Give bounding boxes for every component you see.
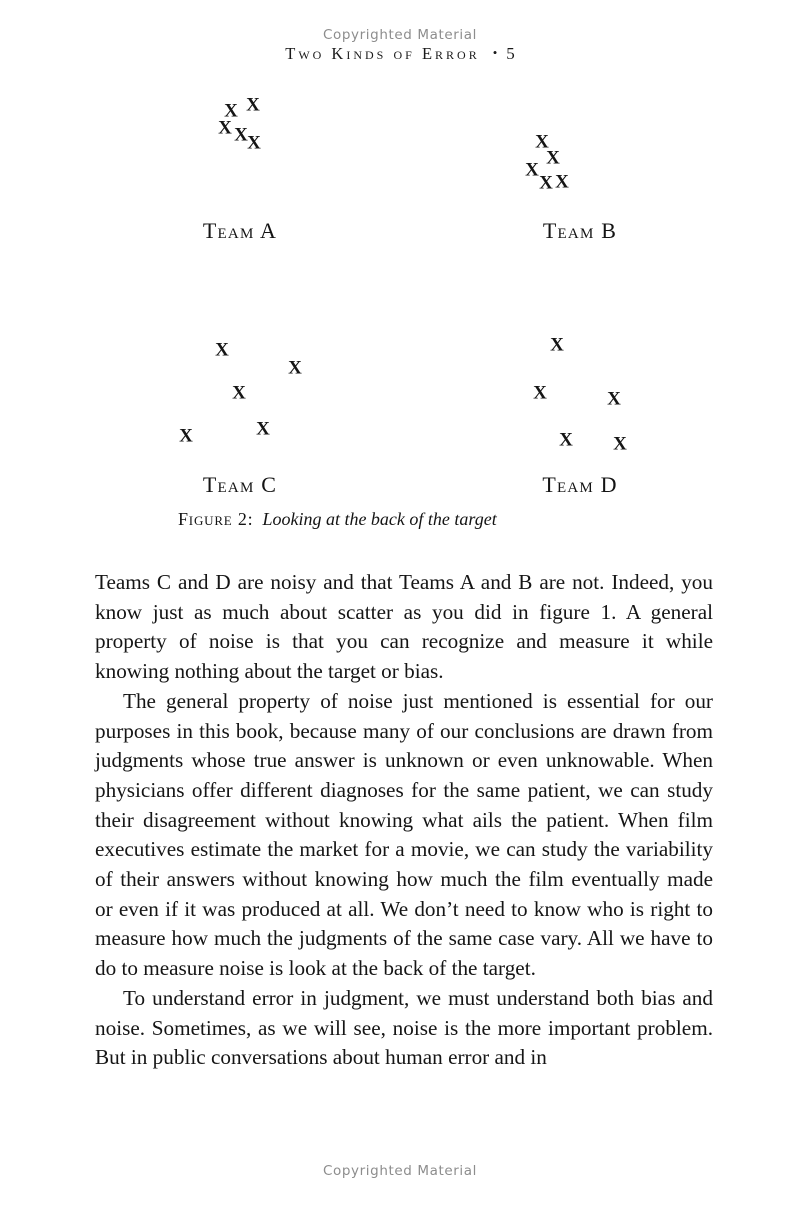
- scatter-mark: X: [546, 147, 560, 169]
- body-paragraph: To understand error in judgment, we must understand both bias and noise. Sometimes, as we will see, noise is the more important problem. But in public conversations about human error and in: [95, 985, 713, 1070]
- scatter-mark: X: [247, 132, 261, 154]
- scatter-mark: X: [179, 425, 193, 447]
- scatter-mark: X: [256, 418, 270, 440]
- scatter-mark: X: [550, 334, 564, 356]
- figure-2-target-scatter: [0, 0, 800, 545]
- copyright-watermark-bottom: Copyrighted Material: [323, 1163, 477, 1179]
- scatter-mark: X: [234, 124, 248, 146]
- team-label: Team D: [542, 472, 618, 497]
- page-number: 5: [506, 44, 515, 63]
- body-text: [95, 568, 713, 1073]
- copyright-watermark-top: Copyrighted Material: [323, 27, 477, 43]
- scatter-mark: X: [224, 100, 238, 122]
- scatter-mark: X: [218, 117, 232, 139]
- figure-caption-text: Looking at the back of the target: [262, 509, 497, 529]
- scatter-mark: X: [559, 429, 573, 451]
- scatter-mark: X: [525, 159, 539, 181]
- running-head-title: Two Kinds of Error: [285, 44, 480, 63]
- figure-caption-label: Figure 2:: [178, 509, 254, 529]
- team-label: Team B: [542, 218, 618, 243]
- scatter-mark: X: [246, 94, 260, 116]
- team-label: Team C: [202, 472, 278, 497]
- scatter-mark: X: [539, 172, 553, 194]
- scatter-mark: X: [215, 339, 229, 361]
- scatter-mark: X: [555, 171, 569, 193]
- scatter-mark: X: [533, 382, 547, 404]
- figure-caption: [178, 509, 497, 530]
- body-paragraph: The general property of noise just mentioned is essential for our purposes in this book, because many of our conclusions are drawn from judgments whose true answer is unknown or even unknowable. When physicians offer different diagnoses for the same patient, we can study their disagreement without knowing what ails the patient. When film executives estimate the market for a movie, we can study the variability of their answers without knowing how much the film eventually made or even if it was produced at all. We don’t need to know who is right to measure how much the judgments of the same case vary. All we have to do to measure noise is look at the back of the target.: [95, 688, 713, 981]
- scatter-mark: X: [535, 131, 549, 153]
- running-head-separator-dot: •: [492, 45, 498, 60]
- scatter-mark: X: [232, 382, 246, 404]
- body-paragraph: Teams C and D are noisy and that Teams A and B are not. Indeed, you know just as much about scatter as you did in figure 1. A general property of noise is that you can recognize and measure it while knowing nothing about the target or bias.: [95, 570, 713, 684]
- scatter-mark: X: [288, 357, 302, 379]
- scatter-mark: X: [607, 388, 621, 410]
- scatter-mark: X: [613, 433, 627, 455]
- team-label: Team A: [202, 218, 278, 243]
